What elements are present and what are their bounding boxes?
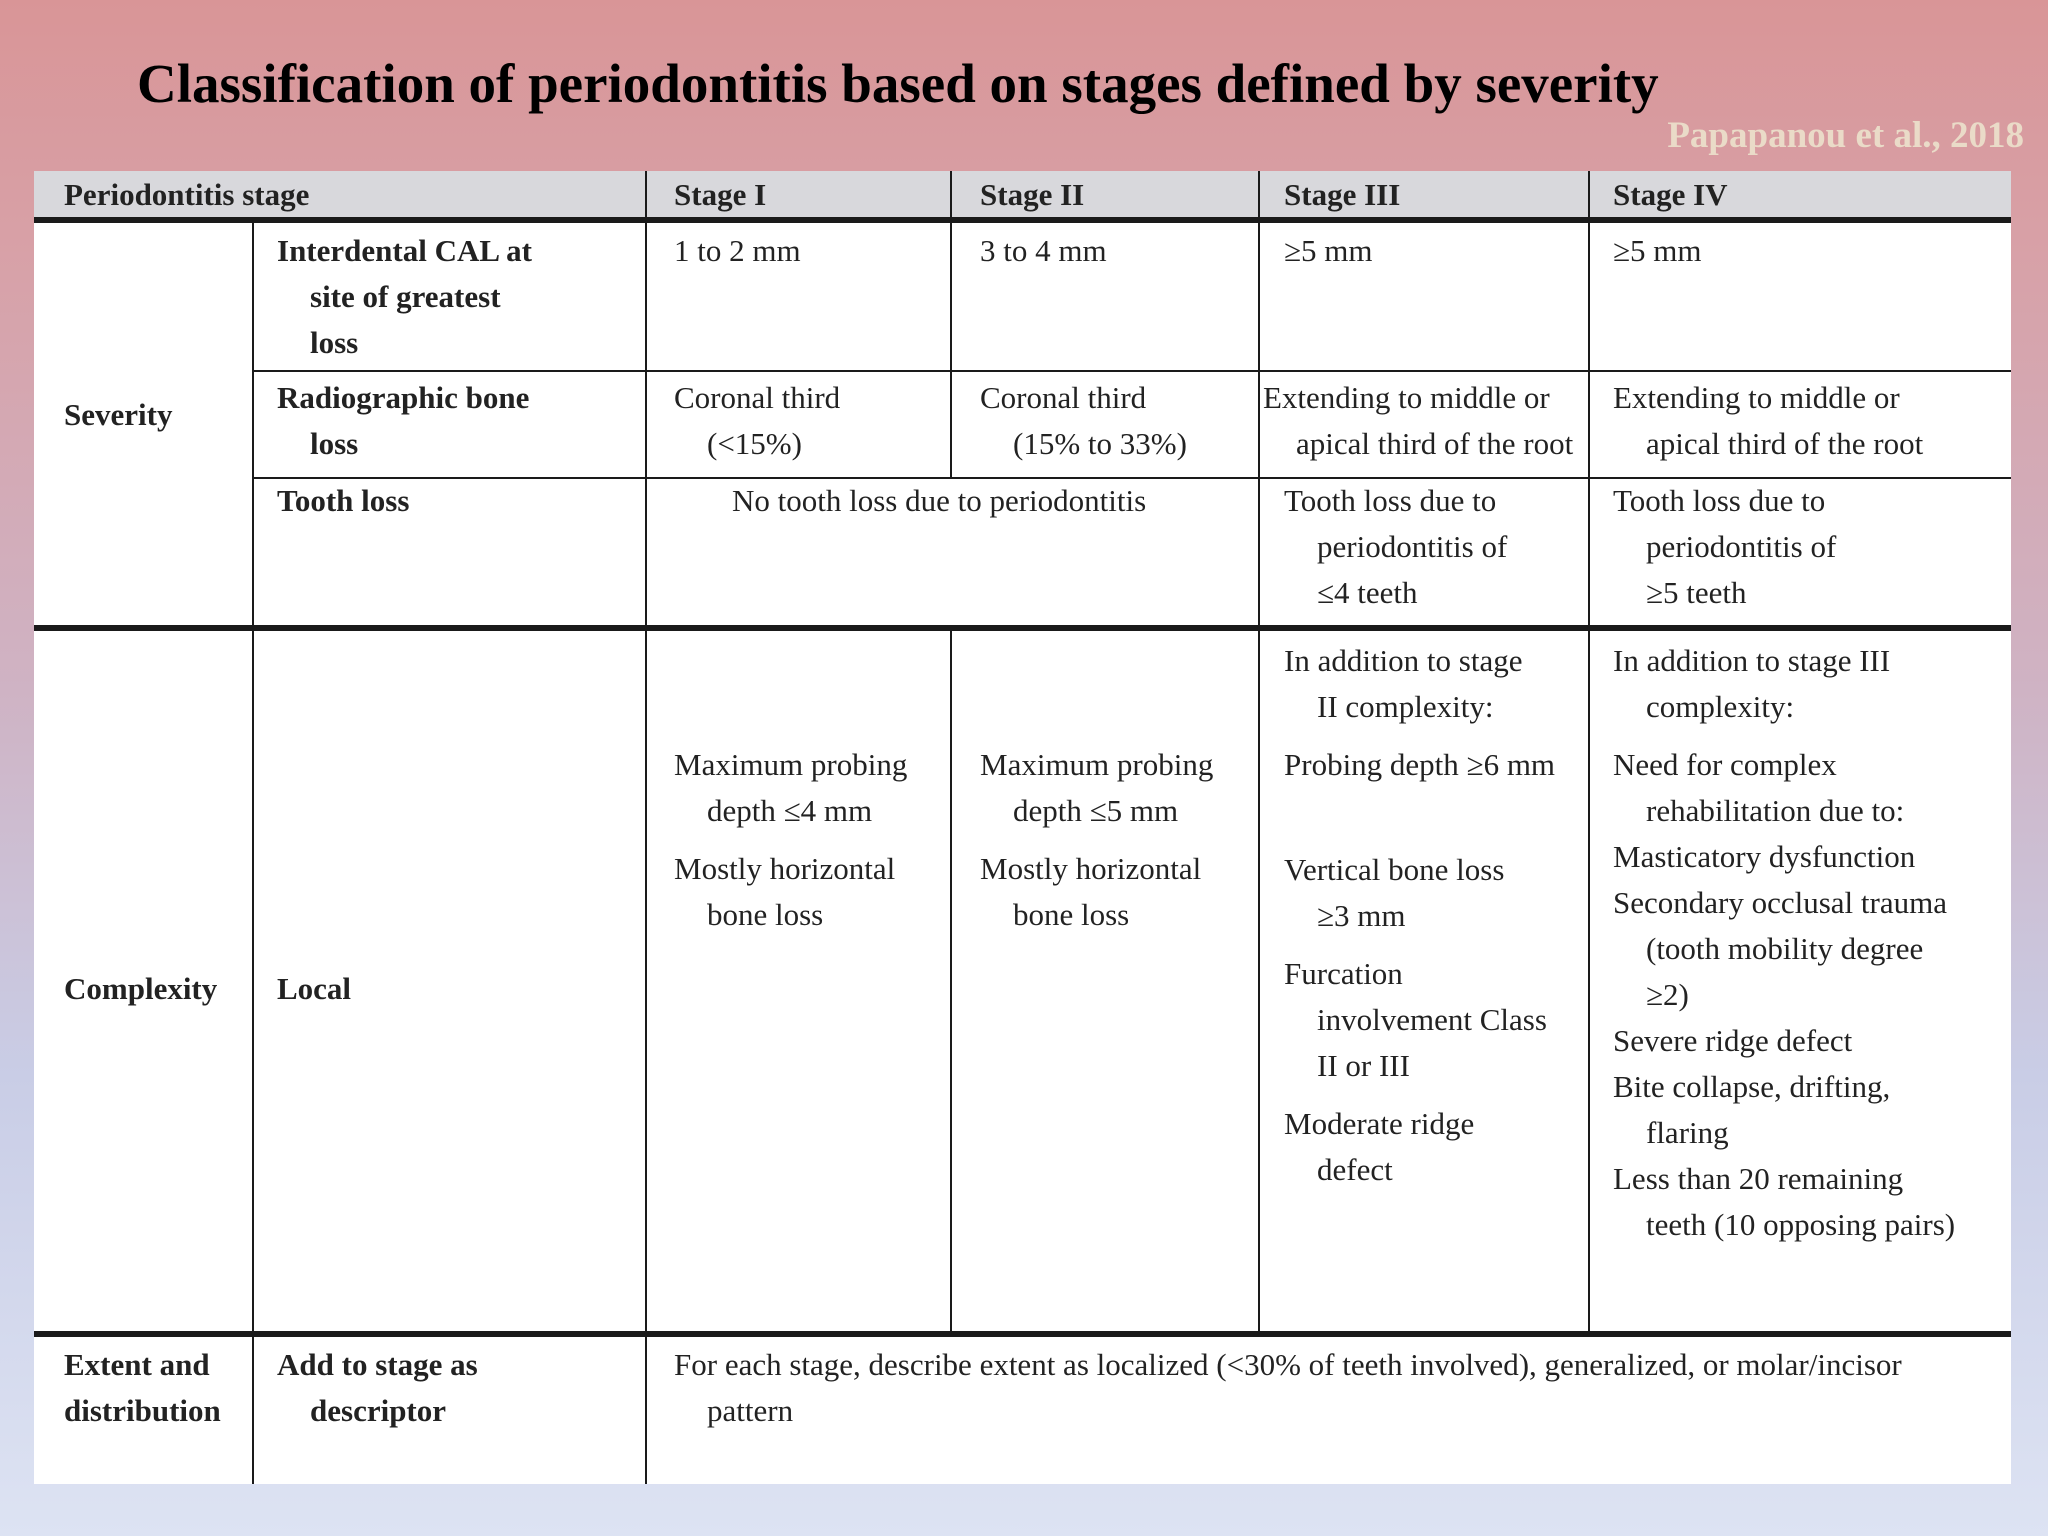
text-line: Mostly horizontal — [674, 851, 896, 886]
text-line: depth ≤4 mm — [707, 793, 873, 828]
text-line: complexity: — [1646, 689, 1795, 724]
cal-stage-1 — [674, 228, 801, 274]
text-line: Extent and — [64, 1347, 210, 1382]
paragraph — [980, 742, 1213, 834]
paragraph — [277, 375, 529, 467]
severity-label — [64, 392, 172, 438]
text-line: bone loss — [707, 897, 824, 932]
divider — [253, 370, 2011, 372]
text-line: descriptor — [310, 1393, 447, 1428]
bone-loss-stage-1 — [674, 375, 840, 467]
text-line: Complexity — [64, 971, 218, 1006]
citation: Papapanou et al., 2018 — [1667, 115, 2024, 156]
text-line: defect — [1317, 1152, 1393, 1187]
text-line: Tooth loss due to — [1613, 483, 1826, 518]
paragraph — [1284, 847, 1547, 939]
divider — [950, 171, 952, 478]
paragraph — [980, 375, 1187, 467]
paragraph — [277, 478, 409, 524]
text-line: ≥5 teeth — [1646, 575, 1747, 610]
header-periodontitis-stage: Periodontitis stage — [64, 177, 310, 212]
text-line: rehabilitation due to: — [1646, 793, 1905, 828]
paragraph — [674, 1342, 1902, 1434]
text-line: Add to stage as — [277, 1347, 478, 1382]
text-line: Severity — [64, 397, 173, 432]
text-line: Tooth loss — [277, 483, 410, 518]
extent-label — [64, 1342, 221, 1434]
slide-title: Classification of periodontitis based on stages defined by severity — [137, 53, 1659, 114]
text-line: Maximum probing — [980, 747, 1214, 782]
paragraph — [1613, 1064, 1955, 1156]
text-line: Furcation — [1284, 956, 1403, 991]
paragraph — [1263, 375, 1573, 467]
paragraph — [277, 966, 351, 1012]
paragraph — [674, 742, 907, 834]
complexity-stage-3-intro — [1284, 638, 1555, 800]
paragraph — [1613, 1018, 1955, 1064]
complexity-stage-3-details — [1284, 847, 1547, 1205]
text-line: ≤4 teeth — [1317, 575, 1418, 610]
text-line: ≥2) — [1646, 977, 1689, 1012]
tooth-loss-stage-4 — [1613, 478, 1836, 616]
paragraph — [1284, 478, 1507, 616]
paragraph — [1284, 228, 1373, 274]
text-line: Maximum probing — [674, 747, 908, 782]
paragraph — [1284, 951, 1547, 1089]
cal-label — [277, 228, 532, 366]
text-line: flaring — [1646, 1115, 1729, 1150]
text-line: Extending to middle or — [1613, 380, 1900, 415]
divider — [1588, 171, 1590, 1331]
bone-loss-label — [277, 375, 529, 467]
paragraph — [1613, 742, 1955, 834]
divider — [950, 631, 952, 1331]
text-line: Less than 20 remaining — [1613, 1161, 1904, 1196]
text-line: periodontitis of — [1317, 529, 1508, 564]
text-line: (tooth mobility degree — [1646, 931, 1924, 966]
bone-loss-stage-3 — [1263, 375, 1573, 467]
paragraph — [674, 375, 840, 467]
text-line: Severe ridge defect — [1613, 1023, 1853, 1058]
text-line: ≥3 mm — [1317, 898, 1406, 933]
text-line: In addition to stage III — [1613, 643, 1891, 678]
complexity-label — [64, 966, 217, 1012]
text-line: Bite collapse, drifting, — [1613, 1069, 1891, 1104]
paragraph — [64, 1342, 221, 1434]
text-line: Radiographic bone — [277, 380, 530, 415]
paragraph — [980, 846, 1213, 938]
paragraph — [1284, 638, 1555, 730]
paragraph — [1284, 742, 1555, 788]
divider — [34, 625, 2011, 631]
text-line: Coronal third — [980, 380, 1147, 415]
extent-all-stages — [674, 1342, 1902, 1434]
text-line: Mostly horizontal — [980, 851, 1202, 886]
paragraph — [1613, 1156, 1955, 1248]
paragraph — [1613, 834, 1955, 880]
text-line: distribution — [64, 1393, 221, 1428]
text-line: loss — [310, 426, 359, 461]
text-line: periodontitis of — [1646, 529, 1837, 564]
paragraph — [64, 966, 217, 1012]
text-line: bone loss — [1013, 897, 1130, 932]
text-line: site of greatest — [310, 279, 501, 314]
text-line: ≥5 mm — [1613, 233, 1702, 268]
paragraph — [1613, 228, 1702, 274]
text-line: Probing depth ≥6 mm — [1284, 747, 1556, 782]
text-line: depth ≤5 mm — [1013, 793, 1179, 828]
text-line: Extending to middle or — [1263, 380, 1550, 415]
complexity-local — [277, 966, 351, 1012]
cal-stage-3 — [1284, 228, 1373, 274]
header-stage-1: Stage I — [674, 177, 767, 212]
header-stage-3: Stage III — [1284, 177, 1401, 212]
text-line: teeth (10 opposing pairs) — [1646, 1207, 1956, 1242]
paragraph — [1613, 375, 1923, 467]
bone-loss-stage-4 — [1613, 375, 1923, 467]
paragraph — [1284, 1101, 1547, 1193]
text-line: Local — [277, 971, 352, 1006]
header-stage-4: Stage IV — [1613, 177, 1728, 212]
complexity-stage-4-intro — [1613, 638, 1890, 730]
text-line: ≥5 mm — [1284, 233, 1373, 268]
text-line: In addition to stage — [1284, 643, 1523, 678]
paragraph — [277, 228, 532, 366]
paragraph — [674, 846, 907, 938]
text-line: Tooth loss due to — [1284, 483, 1497, 518]
text-line: 1 to 2 mm — [674, 233, 801, 268]
divider — [1258, 171, 1260, 1331]
text-line: Moderate ridge — [1284, 1106, 1475, 1141]
complexity-stage-4-details — [1613, 742, 1955, 1248]
text-line: II complexity: — [1317, 689, 1494, 724]
text-line: apical third of the root — [1296, 426, 1574, 461]
paragraph — [64, 392, 172, 438]
text-line: Secondary occlusal trauma — [1613, 885, 1947, 920]
paragraph — [1613, 638, 1890, 730]
tooth-loss-stage-3 — [1284, 478, 1507, 616]
paragraph — [1613, 880, 1955, 1018]
cal-stage-2 — [980, 228, 1107, 274]
divider — [252, 223, 254, 1484]
text-line: Masticatory dysfunction — [1613, 839, 1916, 874]
cal-stage-4 — [1613, 228, 1702, 274]
text-line: II or III — [1317, 1048, 1410, 1083]
paragraph — [732, 478, 1146, 524]
bone-loss-stage-2 — [980, 375, 1187, 467]
text-line: Coronal third — [674, 380, 841, 415]
text-line: (<15%) — [707, 426, 802, 461]
complexity-stage-2 — [980, 742, 1213, 950]
paragraph — [674, 228, 801, 274]
tooth-loss-stage-1-2 — [732, 478, 1146, 524]
text-line: Interdental CAL at — [277, 233, 532, 268]
text-line: apical third of the root — [1646, 426, 1924, 461]
paragraph — [980, 228, 1107, 274]
text-line: (15% to 33%) — [1013, 426, 1187, 461]
complexity-stage-1 — [674, 742, 907, 950]
extent-descriptor — [277, 1342, 478, 1434]
text-line: Need for complex — [1613, 747, 1837, 782]
text-line: No tooth loss due to periodontitis — [732, 483, 1147, 518]
text-line: 3 to 4 mm — [980, 233, 1107, 268]
paragraph — [277, 1342, 478, 1434]
divider — [645, 171, 647, 1484]
tooth-loss-label — [277, 478, 409, 524]
text-line: pattern — [707, 1393, 794, 1428]
text-line: For each stage, describe extent as localized (<30% of teeth involved), generalized, or molar/incisor — [674, 1347, 1902, 1382]
header-stage-2: Stage II — [980, 177, 1085, 212]
text-line: involvement Class — [1317, 1002, 1547, 1037]
text-line: Vertical bone loss — [1284, 852, 1505, 887]
divider — [34, 1331, 2011, 1337]
text-line: loss — [310, 325, 359, 360]
paragraph — [1613, 478, 1836, 616]
